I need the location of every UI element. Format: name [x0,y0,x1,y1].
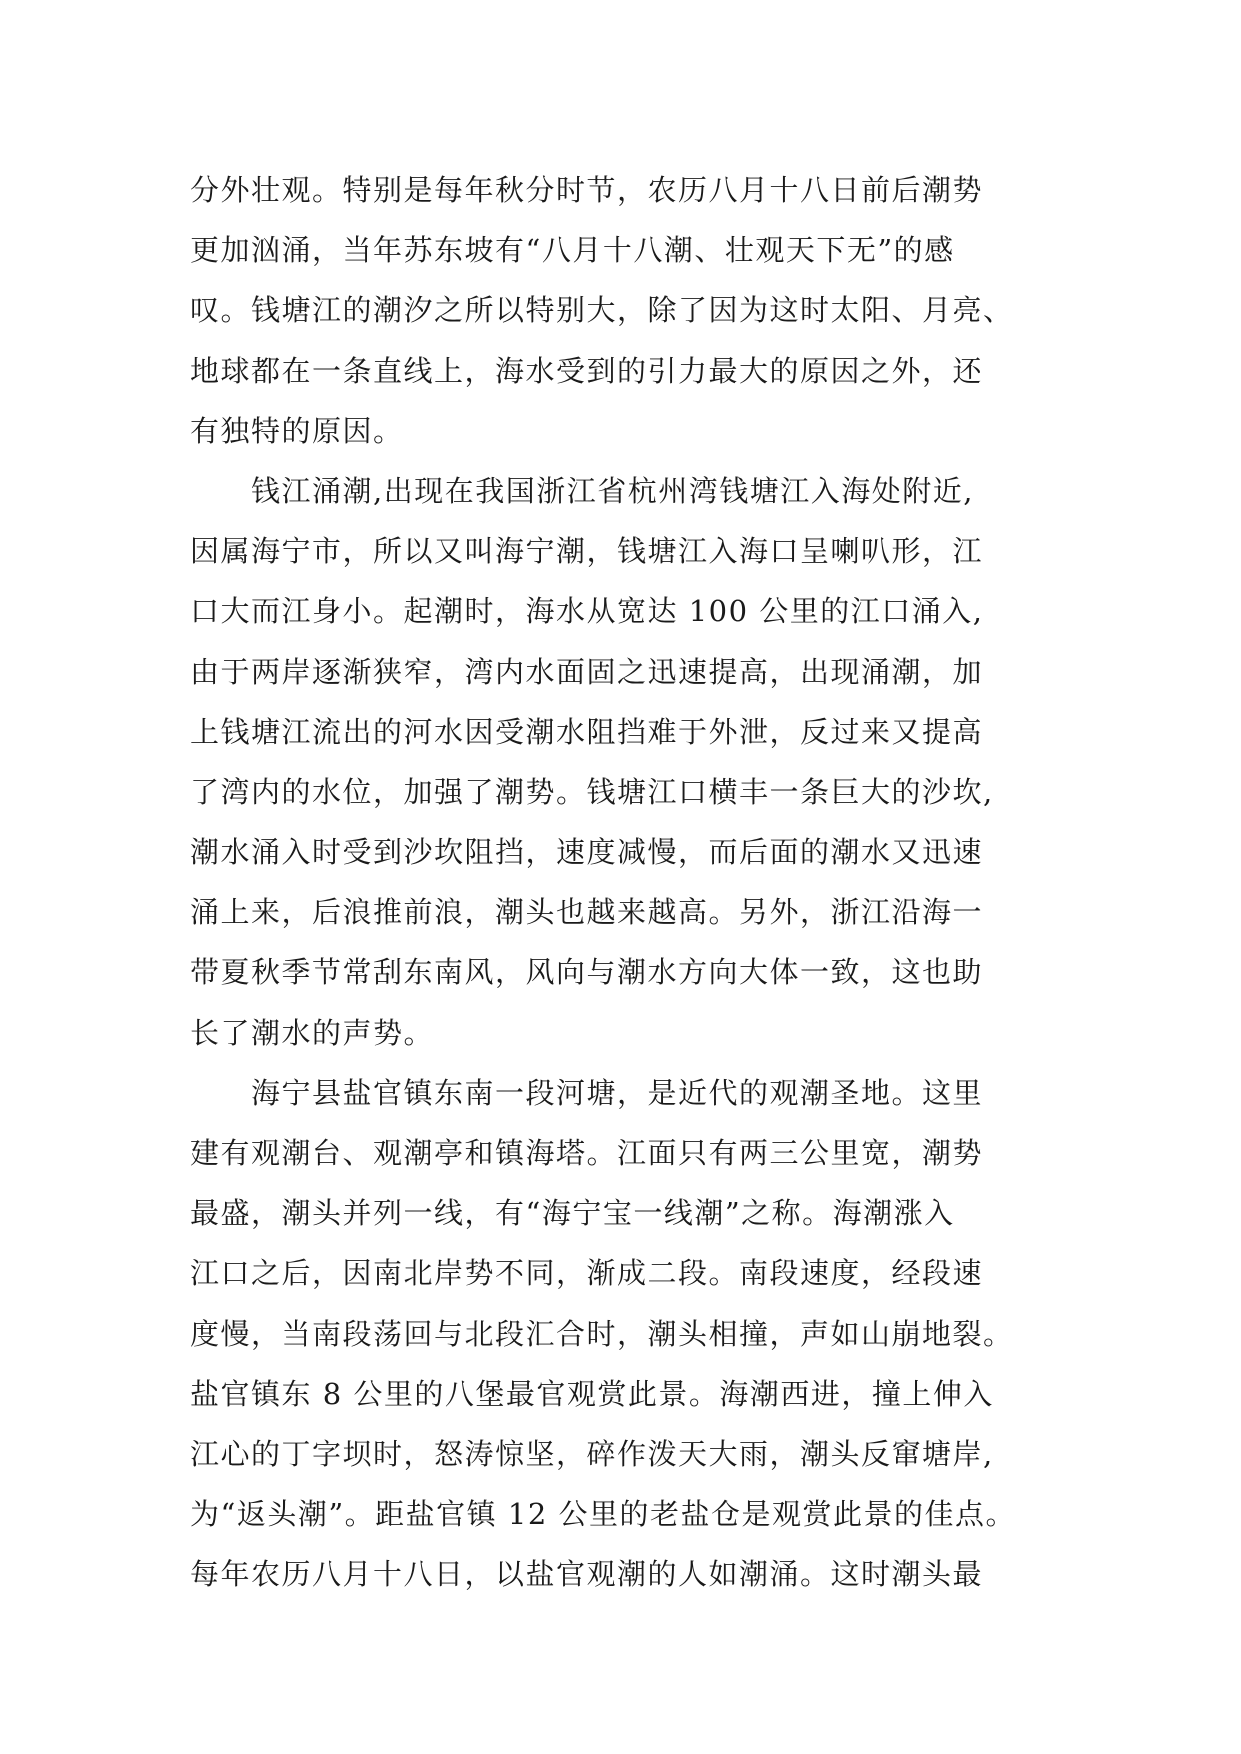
text-line: 由于两岸逐渐狭窄，湾内水面固之迅速提高，出现涌潮，加 [190,654,984,689]
text-line: 度慢，当南段荡回与北段汇合时，潮头相撞，声如山崩地裂。 [190,1316,1014,1351]
text-line: 盐官镇东 8 公里的八堡最官观赏此景。海潮西进，撞上伸入 [190,1376,994,1411]
text-line: 潮水涌入时受到沙坎阻挡，速度减慢，而后面的潮水又迅速 [190,835,984,870]
text-line: 钱江涌潮,出现在我国浙江省杭州湾钱塘江入海处附近, [190,473,974,508]
text-line: 江口之后，因南北岸势不同，渐成二段。南段速度，经段速 [190,1256,984,1291]
text-line: 为“返头潮”。距盐官镇 12 公里的老盐仓是观赏此景的佳点。 [190,1497,1016,1532]
text-line: 更加汹涌，当年苏东坡有“八月十八潮、壮观天下无”的感 [190,233,955,268]
text-line: 上钱塘江流出的河水因受潮水阻挡难于外泄，反过来又提高 [190,714,984,749]
text-line: 口大而江身小。起潮时，海水从宽达 100 公里的江口涌入, [190,594,984,629]
text-line: 了湾内的水位，加强了潮势。钱塘江口横丰一条巨大的沙坎, [190,774,994,809]
text-line: 因属海宁市，所以又叫海宁潮，钱塘江入海口呈喇叭形，江 [190,534,984,569]
text-line: 带夏秋季节常刮东南风，风向与潮水方向大体一致，这也助 [190,955,984,990]
text-line: 每年农历八月十八日，以盐官观潮的人如潮涌。这时潮头最 [190,1557,984,1592]
text-line: 海宁县盐官镇东南一段河塘，是近代的观潮圣地。这里 [190,1075,984,1110]
body-text [190,160,1056,1605]
text-line: 江心的丁字坝时，怒涛惊坚，碎作泼天大雨，潮头反窜塘岸, [190,1436,994,1471]
text-line: 长了潮水的声势。 [190,1015,435,1050]
text-line: 叹。钱塘江的潮汐之所以特别大，除了因为这时太阳、月亮、 [190,293,1014,328]
text-line: 地球都在一条直线上，海水受到的引力最大的原因之外，还 [190,353,984,388]
text-line: 最盛，潮头并列一线，有“海宁宝一线潮”之称。海潮涨入 [190,1196,955,1231]
text-line: 建有观潮台、观潮亭和镇海塔。江面只有两三公里宽，潮势 [190,1136,984,1170]
text-line: 有独特的原因。 [190,413,404,448]
text-line: 分外壮观。特别是每年秋分时节，农历八月十八日前后潮势 [190,173,984,207]
text-line: 涌上来，后浪推前浪，潮头也越来越高。另外，浙江沿海一 [190,895,984,930]
